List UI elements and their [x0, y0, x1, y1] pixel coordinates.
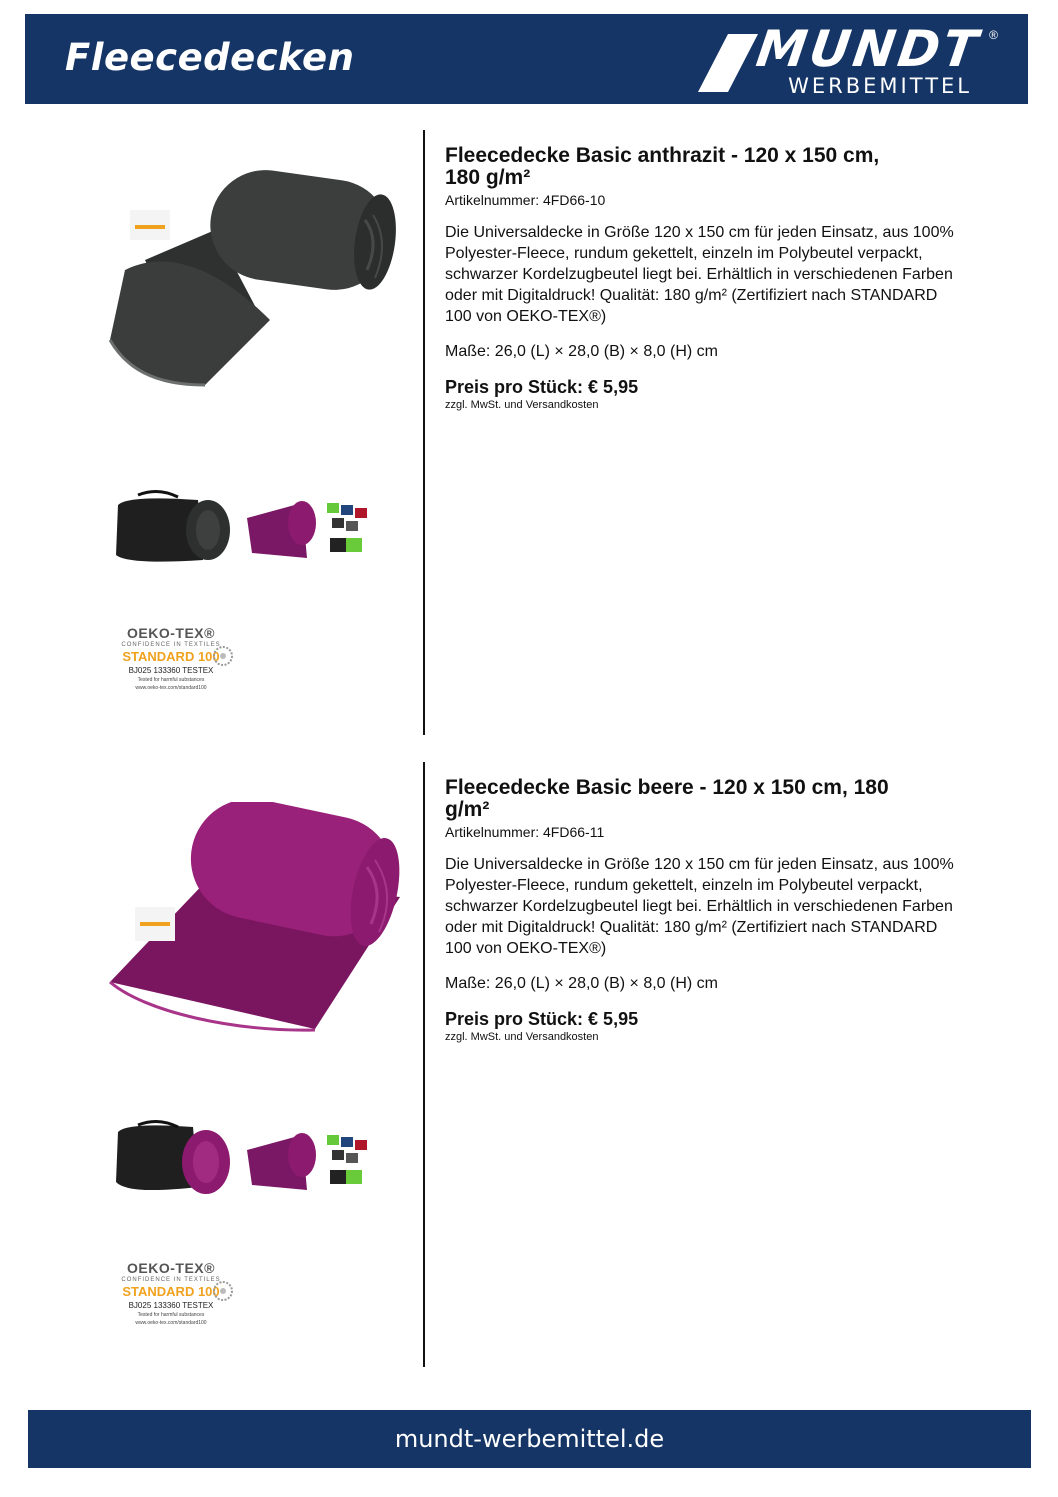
tax-note: zzgl. MwSt. und Versandkosten: [445, 1031, 599, 1043]
rolled-blanket-icon: [110, 170, 401, 385]
product-price: Preis pro Stück: € 5,95: [445, 1009, 639, 1029]
product-info: [445, 145, 965, 411]
oeko-sun-icon: [212, 645, 234, 667]
product-dimensions: Maße: 26,0 (L) × 28,0 (B) × 8,0 (H) cm: [445, 343, 718, 360]
footer-website-link[interactable]: mundt-werbemittel.de: [394, 1425, 665, 1453]
oeko-tested-note: Tested for harmful substances: [137, 1312, 205, 1318]
column-divider: [423, 130, 425, 735]
oeko-standard: STANDARD 100: [122, 649, 220, 664]
logo-wordmark: MUNDT: [753, 20, 985, 78]
product-image-berry: [105, 802, 405, 1032]
page-title: Fleecedecken: [65, 36, 355, 79]
logo-wedge-icon: [698, 34, 758, 92]
product-title-line2: 180 g/m²: [445, 166, 531, 189]
oeko-tagline: CONFIDENCE IN TEXTILES: [121, 1277, 221, 1283]
page-footer: [28, 1410, 1031, 1468]
article-number: Artikelnummer: 4FD66-10: [445, 192, 606, 208]
oeko-title: OEKO-TEX®: [127, 1260, 215, 1276]
product-title-line2: g/m²: [445, 798, 490, 821]
oeko-website: www.oeko-tex.com/standard100: [135, 685, 207, 691]
thumbnail-bag: [108, 1117, 234, 1205]
column-divider: [423, 762, 425, 1367]
oeko-certificate-number: BJ025 133360 TESTEX: [128, 666, 214, 675]
product-description: Die Universaldecke in Größe 120 x 150 cm für jeden Einsatz, aus 100% Polyester-Fleece, rundum gekettelt, einzeln im Polybeutel verpackt, schwarzer Kordelzugbeutel liegt bei. Erhältlich in verschiedenen Farben oder mit Digitaldruck! Qualität: 180 g/m² (Zertifiziert nach STANDARD 100 von OEKO-TEX®): [445, 856, 954, 957]
oeko-tested-note: Tested for harmful substances: [137, 677, 205, 683]
mini-label-icon: [130, 210, 170, 240]
thumbnail-color-variants: [242, 483, 372, 573]
product-dimensions: Maße: 26,0 (L) × 28,0 (B) × 8,0 (H) cm: [445, 975, 718, 992]
product-card: [0, 130, 1058, 735]
product-price: Preis pro Stück: € 5,95: [445, 377, 639, 397]
tax-note: zzgl. MwSt. und Versandkosten: [445, 399, 599, 411]
oeko-website: www.oeko-tex.com/standard100: [135, 1320, 207, 1326]
product-description: Die Universaldecke in Größe 120 x 150 cm für jeden Einsatz, aus 100% Polyester-Fleece, rundum gekettelt, einzeln im Polybeutel verpackt, schwarzer Kordelzugbeutel liegt bei. Erhältlich in verschiedenen Farben oder mit Digitaldruck! Qualität: 180 g/m² (Zertifiziert nach STANDARD 100 von OEKO-TEX®): [445, 224, 954, 325]
mini-label-icon: [135, 907, 175, 941]
oeko-tagline: CONFIDENCE IN TEXTILES: [121, 642, 221, 648]
oeko-tex-label: [106, 625, 236, 709]
article-number: Artikelnummer: 4FD66-11: [445, 824, 605, 840]
product-title-line1: Fleecedecke Basic anthrazit - 120 x 150 cm,: [445, 144, 880, 167]
product-info: [445, 777, 965, 1043]
thumbnail-color-variants: [242, 1115, 372, 1205]
oeko-sun-icon: [212, 1280, 234, 1302]
product-title: [445, 777, 965, 821]
thumbnail-bag: [108, 485, 234, 573]
product-image-anthracite: [105, 170, 405, 390]
logo-registered-mark: ®: [989, 28, 998, 42]
product-card: [0, 762, 1058, 1367]
page-header: [25, 14, 1028, 104]
oeko-standard: STANDARD 100: [122, 1284, 220, 1299]
product-title: [445, 145, 965, 189]
product-title-line1: Fleecedecke Basic beere - 120 x 150 cm, 180: [445, 776, 889, 799]
mundt-logo: [698, 20, 998, 98]
oeko-tex-label: [106, 1260, 236, 1344]
oeko-title: OEKO-TEX®: [127, 625, 215, 641]
oeko-certificate-number: BJ025 133360 TESTEX: [128, 1301, 214, 1310]
logo-subtitle: WERBEMITTEL: [788, 74, 972, 98]
